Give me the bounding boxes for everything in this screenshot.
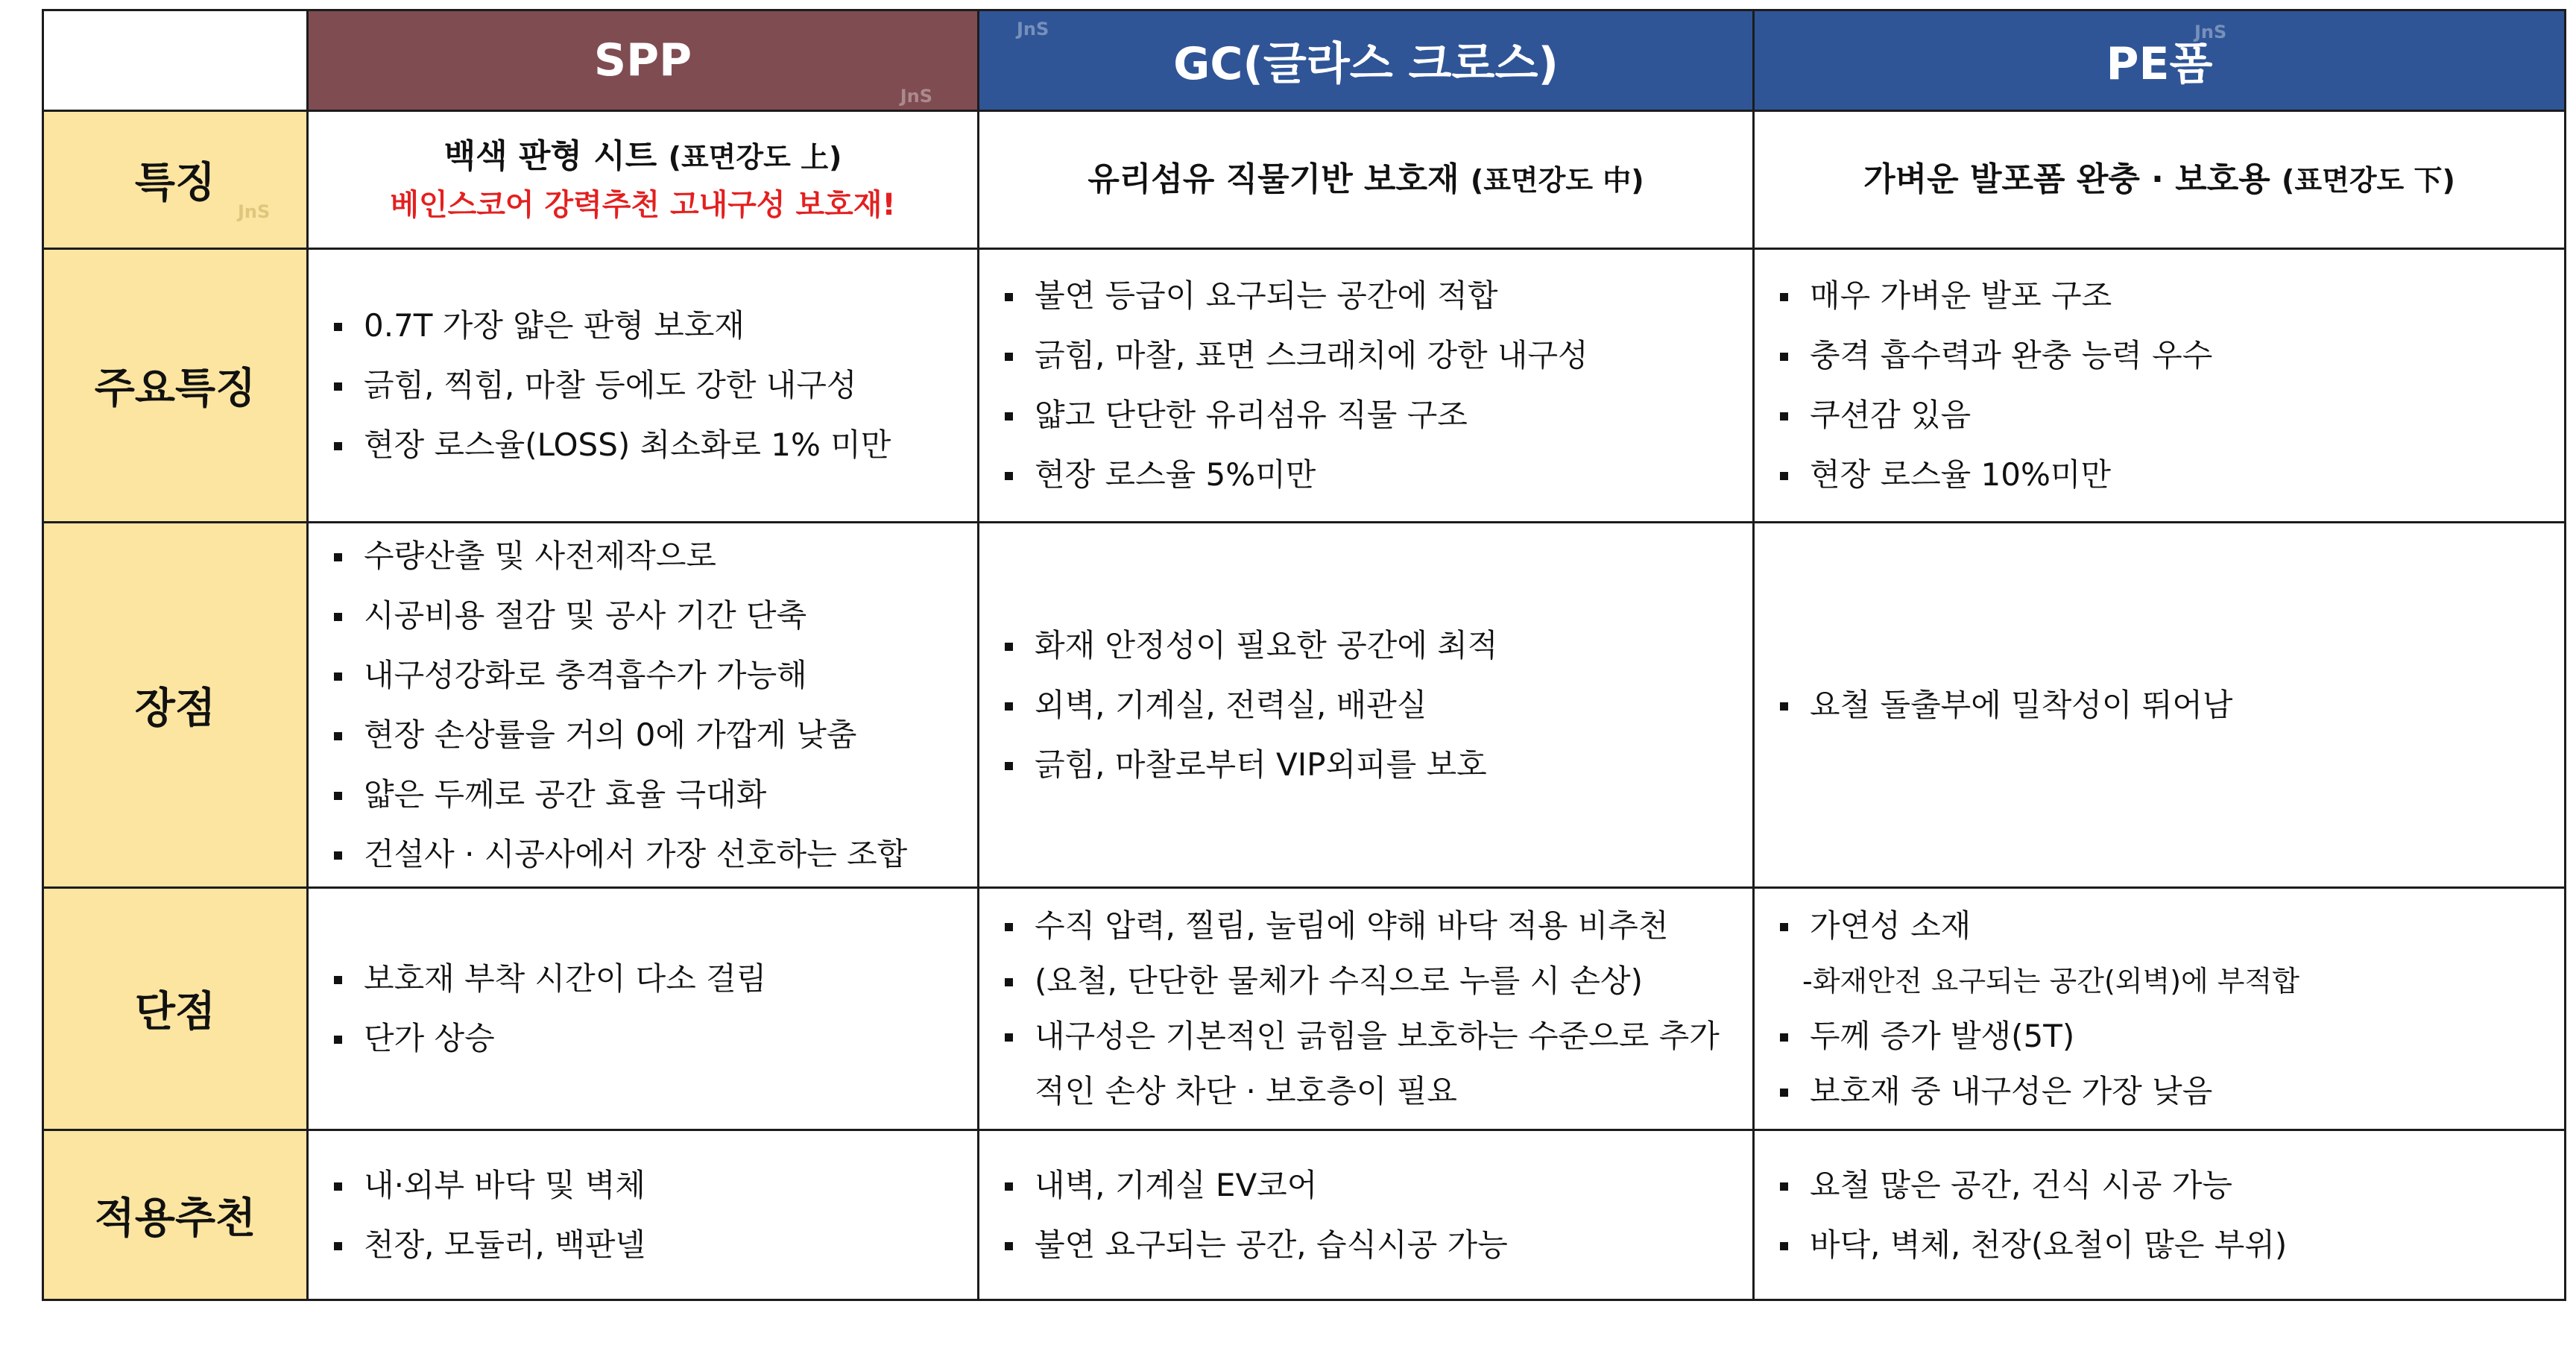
list-item: 내·외부 바닥 및 벽체 bbox=[323, 1156, 977, 1215]
list-item: 긁힘, 마찰, 표면 스크래치에 강한 내구성 bbox=[994, 326, 1752, 385]
main-spp bbox=[308, 249, 979, 523]
cons-spp bbox=[308, 888, 979, 1130]
list-item: 0.7T 가장 얇은 판형 보호재 bbox=[323, 296, 977, 356]
watermark: JnS bbox=[238, 201, 271, 222]
column-header-label: PE폼 bbox=[2106, 38, 2213, 90]
watermark: JnS bbox=[900, 86, 932, 107]
list-item: 현장 로스율(LOSS) 최소화로 1% 미만 bbox=[323, 415, 977, 475]
main-features-row bbox=[43, 249, 2566, 523]
row-header-pros bbox=[43, 523, 308, 888]
list-item: 천장, 모듈러, 백판넬 bbox=[323, 1215, 977, 1275]
comparison-table bbox=[42, 9, 2566, 1301]
list-item: 건설사 · 시공사에서 가장 선호하는 조합 bbox=[323, 825, 977, 884]
list-item: 현장 손상률을 거의 0에 가깝게 낮춤 bbox=[323, 705, 977, 765]
row-header-main bbox=[43, 249, 308, 523]
list-item: 불연 등급이 요구되는 공간에 적합 bbox=[994, 266, 1752, 326]
list-item: 현장 로스율 5%미만 bbox=[994, 445, 1752, 505]
list-item: 현장 로스율 10%미만 bbox=[1770, 445, 2564, 505]
features-pe bbox=[1754, 111, 2566, 249]
pros-row bbox=[43, 523, 2566, 888]
feature-title: 유리섬유 직물기반 보호재 bbox=[1087, 160, 1459, 198]
list-item: 얇고 단단한 유리섬유 직물 구조 bbox=[994, 385, 1752, 445]
column-header-gc bbox=[979, 10, 1754, 111]
feature-title-line bbox=[309, 131, 977, 182]
list-item: 두께 증가 발생(5T) bbox=[1770, 1009, 2564, 1064]
row-header-label: 주요특징 bbox=[94, 365, 256, 413]
list-item: 가연성 소재 bbox=[1770, 898, 2564, 954]
feature-title-line bbox=[979, 154, 1752, 205]
cons-pe bbox=[1754, 888, 2566, 1130]
recommendation-highlight: 베인스코어 강력추천 고내구성 보호재! bbox=[390, 188, 896, 223]
list-item: 보호재 부착 시간이 다소 걸림 bbox=[323, 949, 977, 1009]
list-item: 단가 상승 bbox=[323, 1009, 977, 1068]
list-item: 내구성은 기본적인 긁힘을 보호하는 수준으로 추가 bbox=[994, 1009, 1752, 1064]
cons-gc bbox=[979, 888, 1754, 1130]
list-item: 화재 안정성이 필요한 공간에 최적 bbox=[994, 616, 1752, 675]
list-item: 시공비용 절감 및 공사 기간 단축 bbox=[323, 586, 977, 646]
main-pe bbox=[1754, 249, 2566, 523]
row-header-label: 장점 bbox=[134, 684, 216, 733]
surface-strength: (표면강도 上) bbox=[668, 140, 842, 174]
applications-gc bbox=[979, 1130, 1754, 1300]
feature-title: 백색 판형 시트 bbox=[443, 136, 657, 175]
list-item: 내구성강화로 충격흡수가 가능해 bbox=[323, 646, 977, 705]
row-header-label: 특징 bbox=[134, 159, 216, 207]
pros-gc bbox=[979, 523, 1754, 888]
list-item: 요철 많은 공간, 건식 시공 가능 bbox=[1770, 1156, 2564, 1215]
pros-pe bbox=[1754, 523, 2566, 888]
list-item: 쿠션감 있음 bbox=[1770, 385, 2564, 445]
list-item: 긁힘, 찍힘, 마찰 등에도 강한 내구성 bbox=[323, 356, 977, 415]
cons-row bbox=[43, 888, 2566, 1130]
features-row bbox=[43, 111, 2566, 249]
row-header-cons bbox=[43, 888, 308, 1130]
list-item: 바닥, 벽체, 천장(요철이 많은 부위) bbox=[1770, 1215, 2564, 1275]
applications-row bbox=[43, 1130, 2566, 1300]
row-header-label: 단점 bbox=[134, 988, 216, 1036]
column-header-spp bbox=[308, 10, 979, 111]
list-item-continuation: 적인 손상 차단 · 보호층이 필요 bbox=[1035, 1073, 1457, 1109]
list-item: 얇은 두께로 공간 효율 극대화 bbox=[323, 765, 977, 825]
applications-spp bbox=[308, 1130, 979, 1300]
list-item-note: -화재안전 요구되는 공간(외벽)에 부적합 bbox=[1802, 965, 2299, 998]
column-header-label: GC(글라스 크로스) bbox=[1173, 38, 1559, 90]
features-gc bbox=[979, 111, 1754, 249]
features-spp bbox=[308, 111, 979, 249]
row-header-label: 적용추천 bbox=[94, 1194, 256, 1243]
watermark: JnS bbox=[1017, 19, 1049, 40]
list-item: 내벽, 기계실 EV코어 bbox=[994, 1156, 1752, 1215]
applications-pe bbox=[1754, 1130, 2566, 1300]
list-item: 매우 가벼운 발포 구조 bbox=[1770, 266, 2564, 326]
list-item: 보호재 중 내구성은 가장 낮음 bbox=[1770, 1064, 2564, 1119]
list-item: 긁힘, 마찰로부터 VIP외피를 보호 bbox=[994, 735, 1752, 795]
header-row bbox=[43, 10, 2566, 111]
feature-title: 가벼운 발포폼 완충 · 보호용 bbox=[1863, 160, 2270, 198]
list-item: 외벽, 기계실, 전력실, 배관실 bbox=[994, 675, 1752, 735]
list-item: (요철, 단단한 물체가 수직으로 누를 시 손상) bbox=[994, 954, 1752, 1009]
list-item: 수직 압력, 찔림, 눌림에 약해 바닥 적용 비추천 bbox=[994, 898, 1752, 954]
list-item: 수량산출 및 사전제작으로 bbox=[323, 526, 977, 586]
list-item: 불연 요구되는 공간, 습식시공 가능 bbox=[994, 1215, 1752, 1275]
main-gc bbox=[979, 249, 1754, 523]
pros-spp bbox=[308, 523, 979, 888]
surface-strength: (표면강도 中) bbox=[1470, 163, 1644, 197]
surface-strength: (표면강도 下) bbox=[2282, 163, 2455, 197]
column-header-pe bbox=[1754, 10, 2566, 111]
corner-cell bbox=[43, 10, 308, 111]
list-item: 요철 돌출부에 밀착성이 뛰어남 bbox=[1770, 675, 2564, 735]
row-header-applications bbox=[43, 1130, 308, 1300]
column-header-label: SPP bbox=[593, 34, 692, 86]
list-item: 충격 흡수력과 완충 능력 우수 bbox=[1770, 326, 2564, 385]
row-header-features bbox=[43, 111, 308, 249]
feature-title-line bbox=[1755, 154, 2564, 205]
watermark: JnS bbox=[2194, 22, 2227, 42]
